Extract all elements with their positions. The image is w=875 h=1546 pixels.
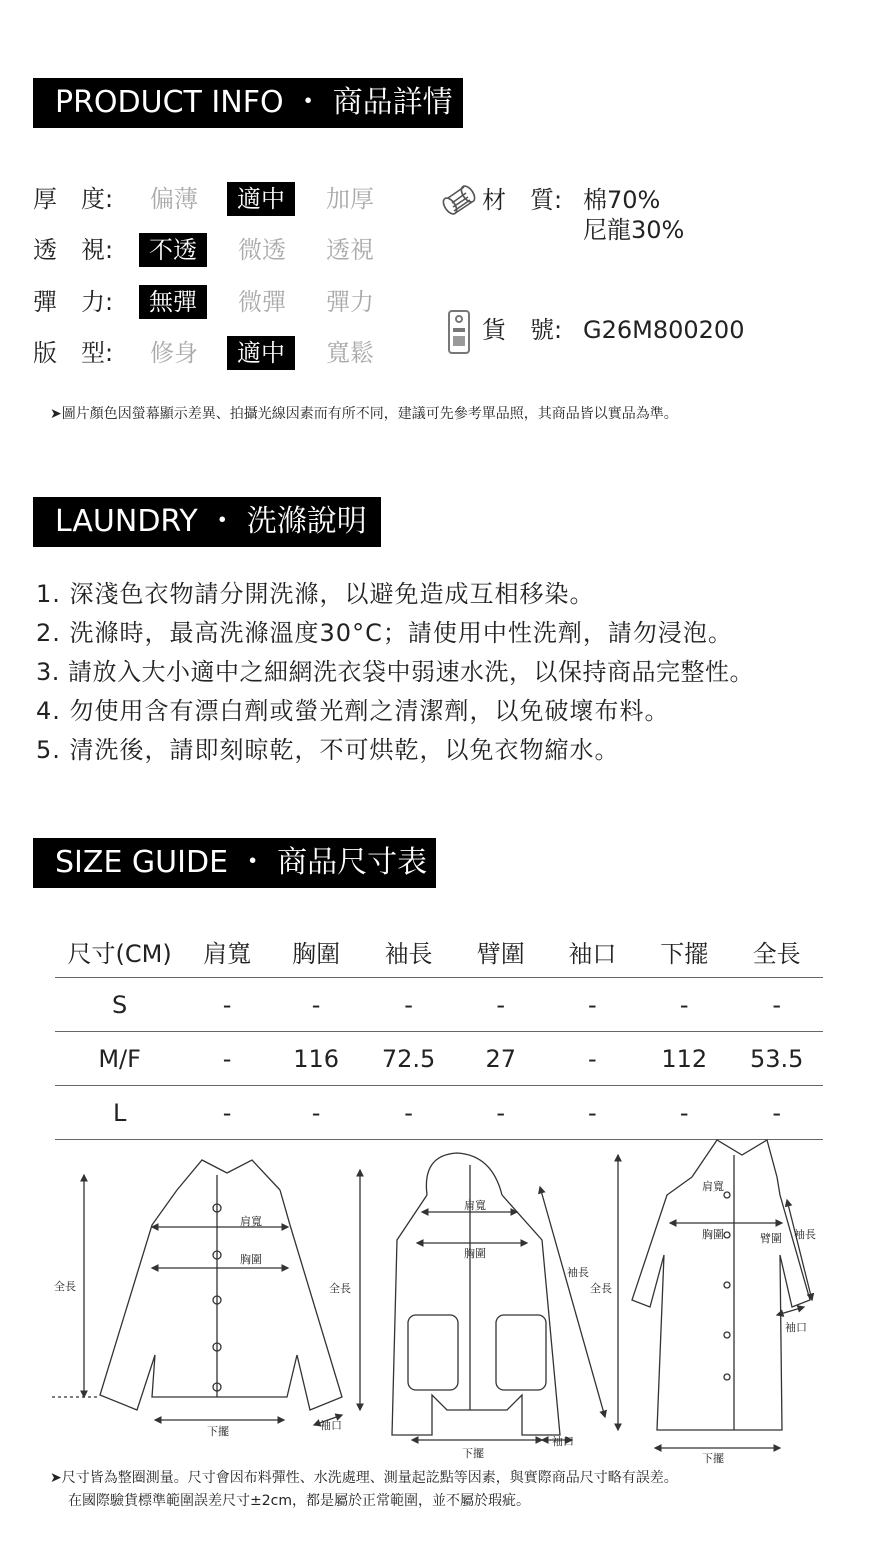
table-cell: S (55, 978, 184, 1032)
table-row (55, 1086, 823, 1140)
table-cell: - (270, 978, 362, 1032)
table-cell: - (184, 978, 270, 1032)
table-cell: 53.5 (730, 1032, 823, 1086)
label-shoulder: 肩寬 (702, 1180, 724, 1193)
attribute-option: 偏薄 (150, 185, 198, 213)
table-cell: - (455, 1086, 547, 1140)
table-cell: - (270, 1086, 362, 1140)
label-cuff: 袖口 (320, 1419, 342, 1432)
label-cuff: 袖口 (785, 1321, 807, 1334)
measurement-diagram (52, 1135, 832, 1465)
jacket-front-diagram (52, 1160, 342, 1425)
attribute-label: 透 視: (33, 236, 114, 264)
attribute-option: 加厚 (326, 185, 374, 213)
header-arm: 臂圍 (455, 925, 547, 978)
table-cell: 72.5 (362, 1032, 455, 1086)
label-length: 全長 (329, 1282, 351, 1295)
size-table (55, 925, 823, 1140)
label-length: 全長 (590, 1282, 612, 1295)
table-cell: 116 (270, 1032, 362, 1086)
attribute-option-selected: 無彈 (139, 285, 207, 319)
table-cell: - (638, 1086, 730, 1140)
header-chest: 胸圍 (270, 925, 362, 978)
attribute-option: 修身 (150, 339, 198, 367)
size-table-header (55, 925, 823, 978)
label-sleeve: 袖長 (794, 1228, 816, 1241)
attribute-option: 微透 (238, 236, 286, 264)
table-cell: - (184, 1086, 270, 1140)
label-length: 全長 (54, 1280, 76, 1293)
table-cell: 112 (638, 1032, 730, 1086)
laundry-item: 2. 洗滌時，最高洗滌溫度30°C；請使用中性洗劑，請勿浸泡。 (36, 619, 733, 647)
label-shoulder: 肩寬 (240, 1215, 262, 1228)
label-hem: 下擺 (462, 1447, 484, 1460)
size-guide-banner: SIZE GUIDE ・ 商品尺寸表 (33, 838, 436, 888)
attribute-option: 寬鬆 (326, 339, 374, 367)
color-disclaimer-note: ➤圖片顏色因螢幕顯示差異、拍攝光線因素而有所不同，建議可先參考單品照，其商品皆以實品為準。 (50, 406, 678, 422)
header-cuff: 袖口 (547, 925, 638, 978)
measurement-footnote: 在國際驗貨標準範圍誤差尺寸±2cm，都是屬於正常範圍，並不屬於瑕疵。 (68, 1493, 530, 1509)
table-cell: - (362, 978, 455, 1032)
label-shoulder: 肩寬 (464, 1199, 486, 1212)
attribute-label: 厚 度: (33, 185, 114, 213)
laundry-item: 5. 清洗後，請即刻晾乾，不可烘乾，以免衣物縮水。 (36, 736, 620, 764)
measurement-footnote: ➤尺寸皆為整圈測量。尺寸會因布料彈性、水洗處理、測量起訖點等因素，與實際商品尺寸略有誤差。 (50, 1470, 678, 1486)
attribute-label: 版 型: (33, 339, 114, 367)
header-sleeve: 袖長 (362, 925, 455, 978)
thread-spool-icon (442, 184, 478, 218)
attribute-option: 彈力 (326, 288, 374, 316)
table-cell: 27 (455, 1032, 547, 1086)
hoodie-front-diagram (360, 1153, 605, 1440)
attribute-option: 透視 (326, 236, 374, 264)
label-arm: 臂圍 (760, 1232, 782, 1245)
table-cell: - (362, 1086, 455, 1140)
attribute-option-selected: 適中 (227, 182, 295, 216)
hang-tag-icon (446, 308, 472, 356)
table-cell: L (55, 1086, 184, 1140)
material-line: 棉70% (583, 186, 661, 214)
table-row (55, 1032, 823, 1086)
table-cell: M/F (55, 1032, 184, 1086)
laundry-item: 4. 勿使用含有漂白劑或螢光劑之清潔劑，以免破壞布料。 (36, 697, 670, 725)
material-line: 尼龍30% (583, 216, 685, 244)
table-cell: - (547, 1086, 638, 1140)
table-cell: - (547, 978, 638, 1032)
sku-value: G26M800200 (583, 316, 745, 344)
attribute-option-selected: 不透 (139, 233, 207, 267)
attribute-option: 微彈 (238, 288, 286, 316)
label-chest: 胸圍 (702, 1228, 724, 1241)
label-hem: 下擺 (702, 1452, 724, 1465)
table-cell: - (730, 1086, 823, 1140)
table-cell: - (638, 978, 730, 1032)
laundry-item: 1. 深淺色衣物請分開洗滌，以避免造成互相移染。 (36, 580, 595, 608)
label-hem: 下擺 (207, 1425, 229, 1438)
header-hem: 下擺 (638, 925, 730, 978)
label-chest: 胸圍 (240, 1253, 262, 1266)
product-info-banner: PRODUCT INFO ・ 商品詳情 (33, 78, 463, 128)
sku-label: 貨 號: (482, 316, 563, 344)
table-cell: - (730, 978, 823, 1032)
table-cell: - (455, 978, 547, 1032)
label-sleeve: 袖長 (567, 1266, 589, 1279)
table-cell: - (184, 1032, 270, 1086)
label-chest: 胸圍 (464, 1247, 486, 1260)
attribute-label: 彈 力: (33, 288, 114, 316)
attribute-option-selected: 適中 (227, 336, 295, 370)
laundry-banner: LAUNDRY ・ 洗滌說明 (33, 497, 381, 547)
header-size: 尺寸(CM) (55, 925, 184, 978)
material-label: 材 質: (482, 186, 563, 214)
table-cell: - (547, 1032, 638, 1086)
header-length: 全長 (730, 925, 823, 978)
header-shoulder: 肩寬 (184, 925, 270, 978)
table-row (55, 978, 823, 1032)
laundry-item: 3. 請放入大小適中之細網洗衣袋中弱速水洗，以保持商品完整性。 (36, 658, 755, 686)
label-cuff: 袖口 (552, 1435, 574, 1448)
